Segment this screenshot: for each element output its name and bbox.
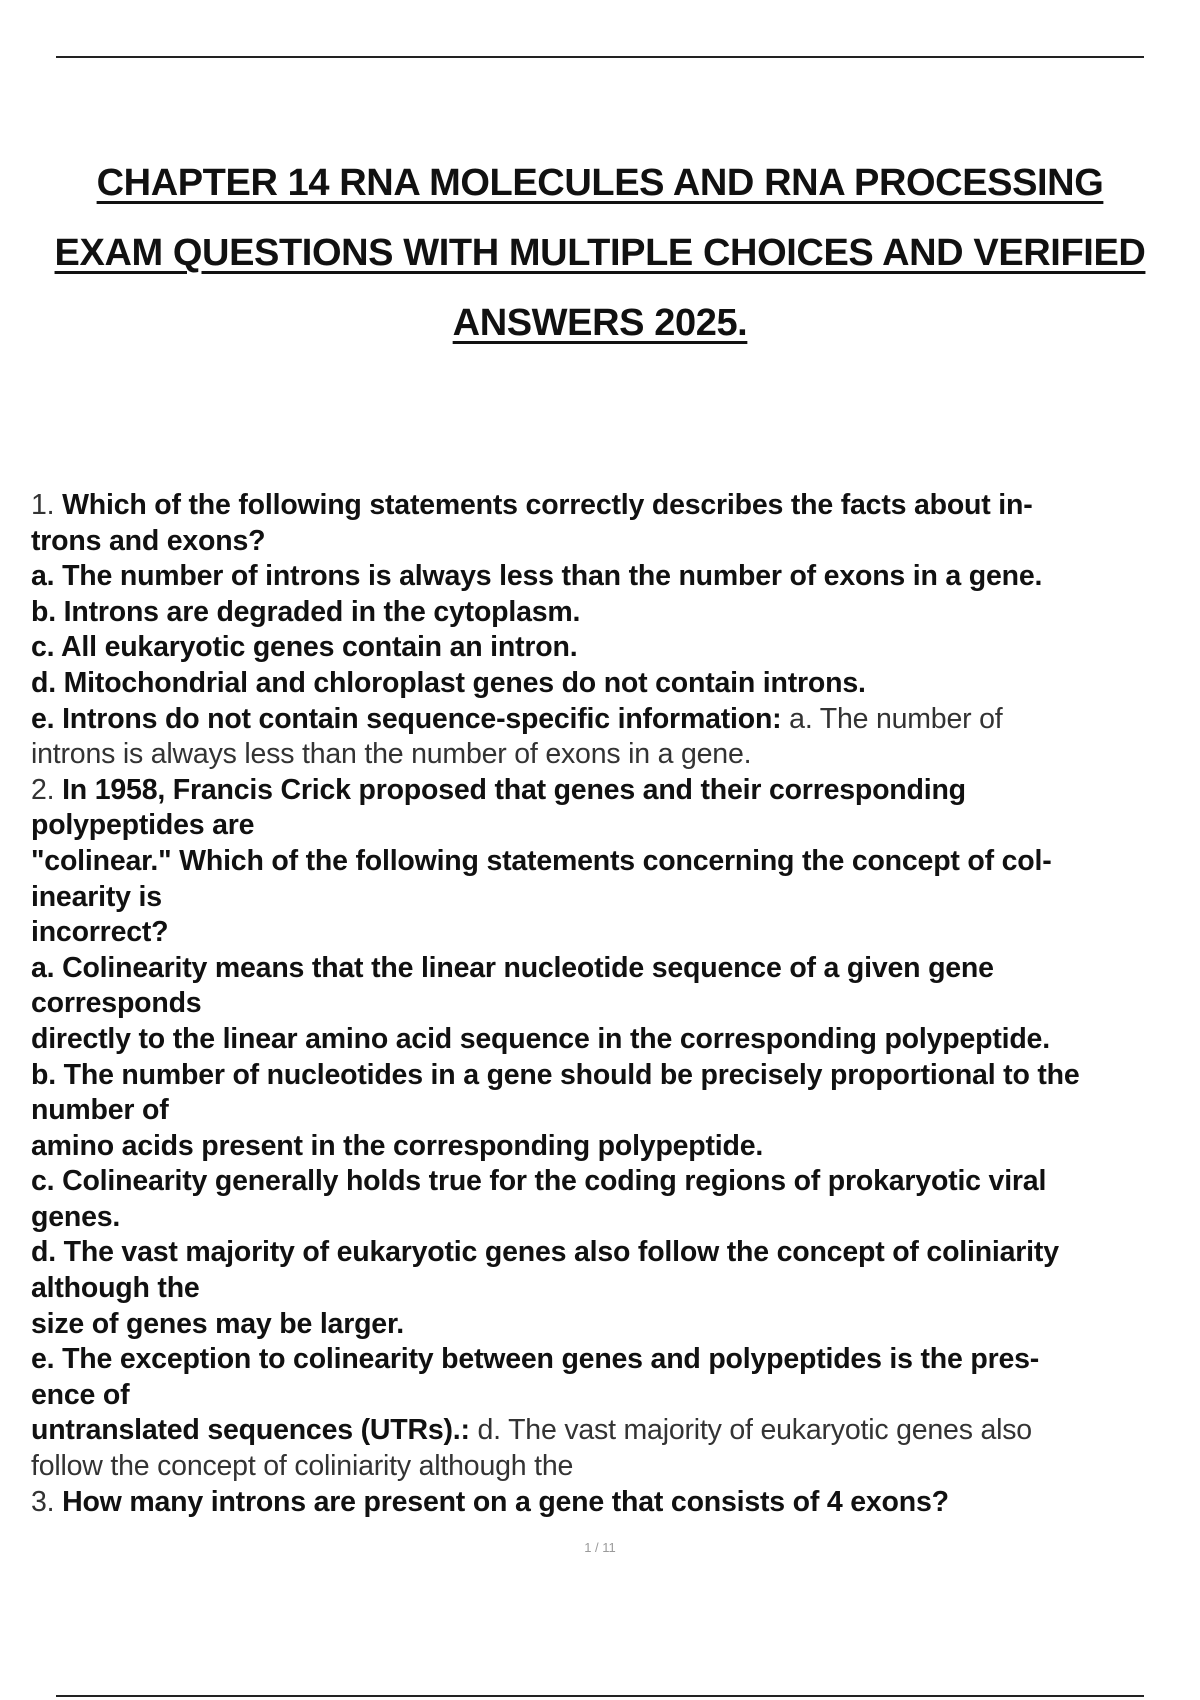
question-list — [31, 488, 1191, 1520]
question-2-stem: 2. In 1958, Francis Crick proposed that genes and their corresponding — [31, 773, 966, 806]
question-2-option-b: b. The number of nucleotides in a gene should be precisely proportional to the — [31, 1058, 1080, 1091]
question-1-stem-cont: trons and exons? — [31, 524, 266, 557]
question-2-option-c: c. Colinearity generally holds true for the coding regions of prokaryotic viral — [31, 1165, 1047, 1198]
question-1-answer: a. The number of — [781, 702, 1003, 735]
question-1-option-b: b. Introns are degraded in the cytoplasm. — [31, 595, 581, 628]
question-2-option-c-cont: genes. — [31, 1200, 121, 1233]
question-1-option-e: e. Introns do not contain sequence-specific information: a. The number of — [31, 702, 1003, 735]
question-2-stem-cont: incorrect? — [31, 916, 169, 949]
question-1-option-c: c. All eukaryotic genes contain an intron. — [31, 631, 578, 664]
question-2-option-a: a. Colinearity means that the linear nucleotide sequence of a given gene — [31, 951, 994, 984]
title-line-1: CHAPTER 14 RNA MOLECULES AND RNA PROCESSING — [96, 162, 1104, 204]
question-1-answer-cont: introns is always less than the number of exons in a gene. — [31, 738, 752, 771]
question-number: 1. — [31, 489, 55, 521]
question-1-option-d: d. Mitochondrial and chloroplast genes do not contain introns. — [31, 666, 866, 699]
top-rule — [56, 56, 1144, 58]
question-2-option-b-cont: amino acids present in the corresponding polypeptide. — [31, 1129, 764, 1162]
question-2-option-d-cont: size of genes may be larger. — [31, 1307, 404, 1340]
question-2-stem-cont: "colinear." Which of the following statements concerning the concept of col- — [31, 844, 1052, 877]
question-2-option-b-cont: number of — [31, 1094, 169, 1127]
question-1-stem: 1. Which of the following statements correctly describes the facts about in- — [31, 489, 1033, 521]
question-1-option-a: a. The number of introns is always less than the number of exons in a gene. — [31, 560, 1043, 593]
question-2-answer-cont: follow the concept of coliniarity although the — [31, 1450, 574, 1483]
title-line-2: EXAM QUESTIONS WITH MULTIPLE CHOICES AND VERIFIED — [54, 232, 1146, 274]
question-2-option-e-cont: untranslated sequences (UTRs).: d. The vast majority of eukaryotic genes also — [31, 1414, 1032, 1447]
question-2-option-e: e. The exception to colinearity between genes and polypeptides is the pres- — [31, 1343, 1040, 1376]
question-3-stem: 3. How many introns are present on a gene that consists of 4 exons? — [31, 1485, 949, 1518]
question-2-option-d-cont: although the — [31, 1272, 200, 1305]
question-number: 3. — [31, 1485, 55, 1518]
title-line-3: ANSWERS 2025. — [452, 302, 748, 344]
bottom-rule — [56, 1695, 1144, 1697]
question-2-option-d: d. The vast majority of eukaryotic genes also follow the concept of coliniarity — [31, 1236, 1059, 1269]
question-number: 2. — [31, 773, 55, 806]
question-2-option-e-cont: ence of — [31, 1378, 130, 1411]
question-2-option-a-cont: corresponds — [31, 987, 202, 1020]
question-2-stem-cont: inearity is — [31, 880, 162, 913]
question-2-answer: d. The vast majority of eukaryotic genes also — [469, 1414, 1032, 1447]
question-2-option-a-cont: directly to the linear amino acid sequence in the corresponding polypeptide. — [31, 1022, 1050, 1055]
page-number: 1 / 11 — [584, 1540, 616, 1555]
question-2-stem-cont: polypeptides are — [31, 809, 255, 842]
document-title — [0, 148, 1200, 358]
